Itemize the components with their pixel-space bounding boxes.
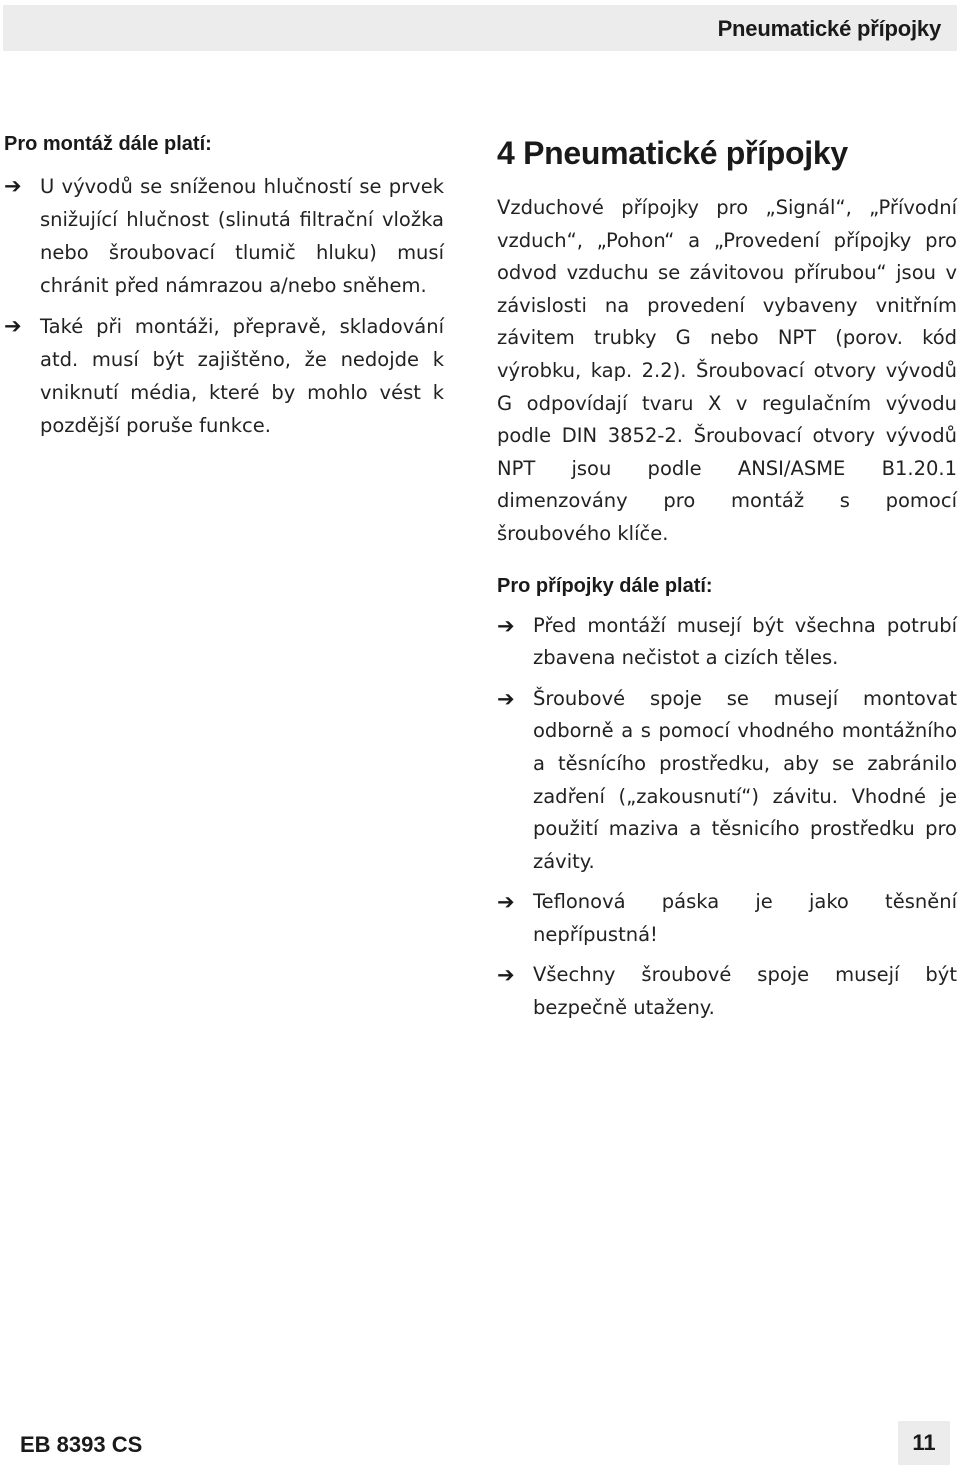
list-item [497,610,957,675]
list-item [497,959,957,1024]
arrow-bullet-icon: ➔ [497,963,515,988]
list-item [4,310,444,442]
arrow-bullet-icon: ➔ [4,174,22,198]
list-item [497,886,957,951]
right-subheading: Pro přípojky dále platí: [497,574,713,597]
list-item [4,170,444,302]
section-heading: 4 Pneumatické přípojky [497,135,848,171]
list-item [497,683,957,879]
bullet-text: Teflonová páska je jako těsnění nepřípustná! [533,890,957,946]
body-paragraph: Vzduchové přípojky pro „Signál“, „Přívodní vzduch“, „Pohon“ a „Provedení přípojky pro odvod vzduchu se závitovou přírubou“ jsou v závislosti na provedení vybaveny vnitřním závitem trubky G nebo NPT (porov. kód výrobku, kap. 2.2). Šroubovací otvory vývodů G odpovídají tvaru X v regulačním vývodu podle DIN 3852-2. Šroubovací otvory vývodů NPT jsou podle ANSI/ASME B1.20.1 dimenzovány pro montáž s pomocí šroubového klíče. [497,196,957,545]
right-column [497,132,957,1033]
bullet-text: U vývodů se sníženou hlučností se prvek snižující hlučnost (slinutá filtrační vložka nebo šroubovací tlumič hluku) musí chránit před námrazou a/nebo sněhem. [40,175,444,297]
running-header-title: Pneumatické přípojky [717,16,941,41]
footer-page-number: 11 [898,1421,950,1465]
footer-document-id: EB 8393 CS [20,1432,143,1457]
bullet-text: Šroubové spoje se musejí montovat odborně a s pomocí vhodného montážního a těsnícího prostředku, aby se zabránilo zadření („zakousnutí“) závitu. Vhodné je použití maziva a těsnicího prostředku pro závity. [533,686,957,873]
left-subheading: Pro montáž dále platí: [4,133,212,155]
right-bullet-list [497,610,957,1025]
arrow-bullet-icon: ➔ [497,613,515,638]
arrow-bullet-icon: ➔ [497,890,515,915]
bullet-text: Také při montáži, přepravě, skladování atd. musí být zajištěno, že nedojde k vniknutí média, které by mohlo vést k pozdější poruše funkce. [40,315,444,437]
left-bullet-list [4,170,444,442]
bullet-text: Před montáží musejí být všechna potrubí zbavena nečistot a cizích těles. [533,613,957,670]
left-column [4,133,444,450]
arrow-bullet-icon: ➔ [497,686,515,711]
bullet-text: Všechny šroubové spoje musejí být bezpečně utaženy. [533,963,957,1020]
page-header-bar [3,5,957,51]
arrow-bullet-icon: ➔ [4,314,22,338]
